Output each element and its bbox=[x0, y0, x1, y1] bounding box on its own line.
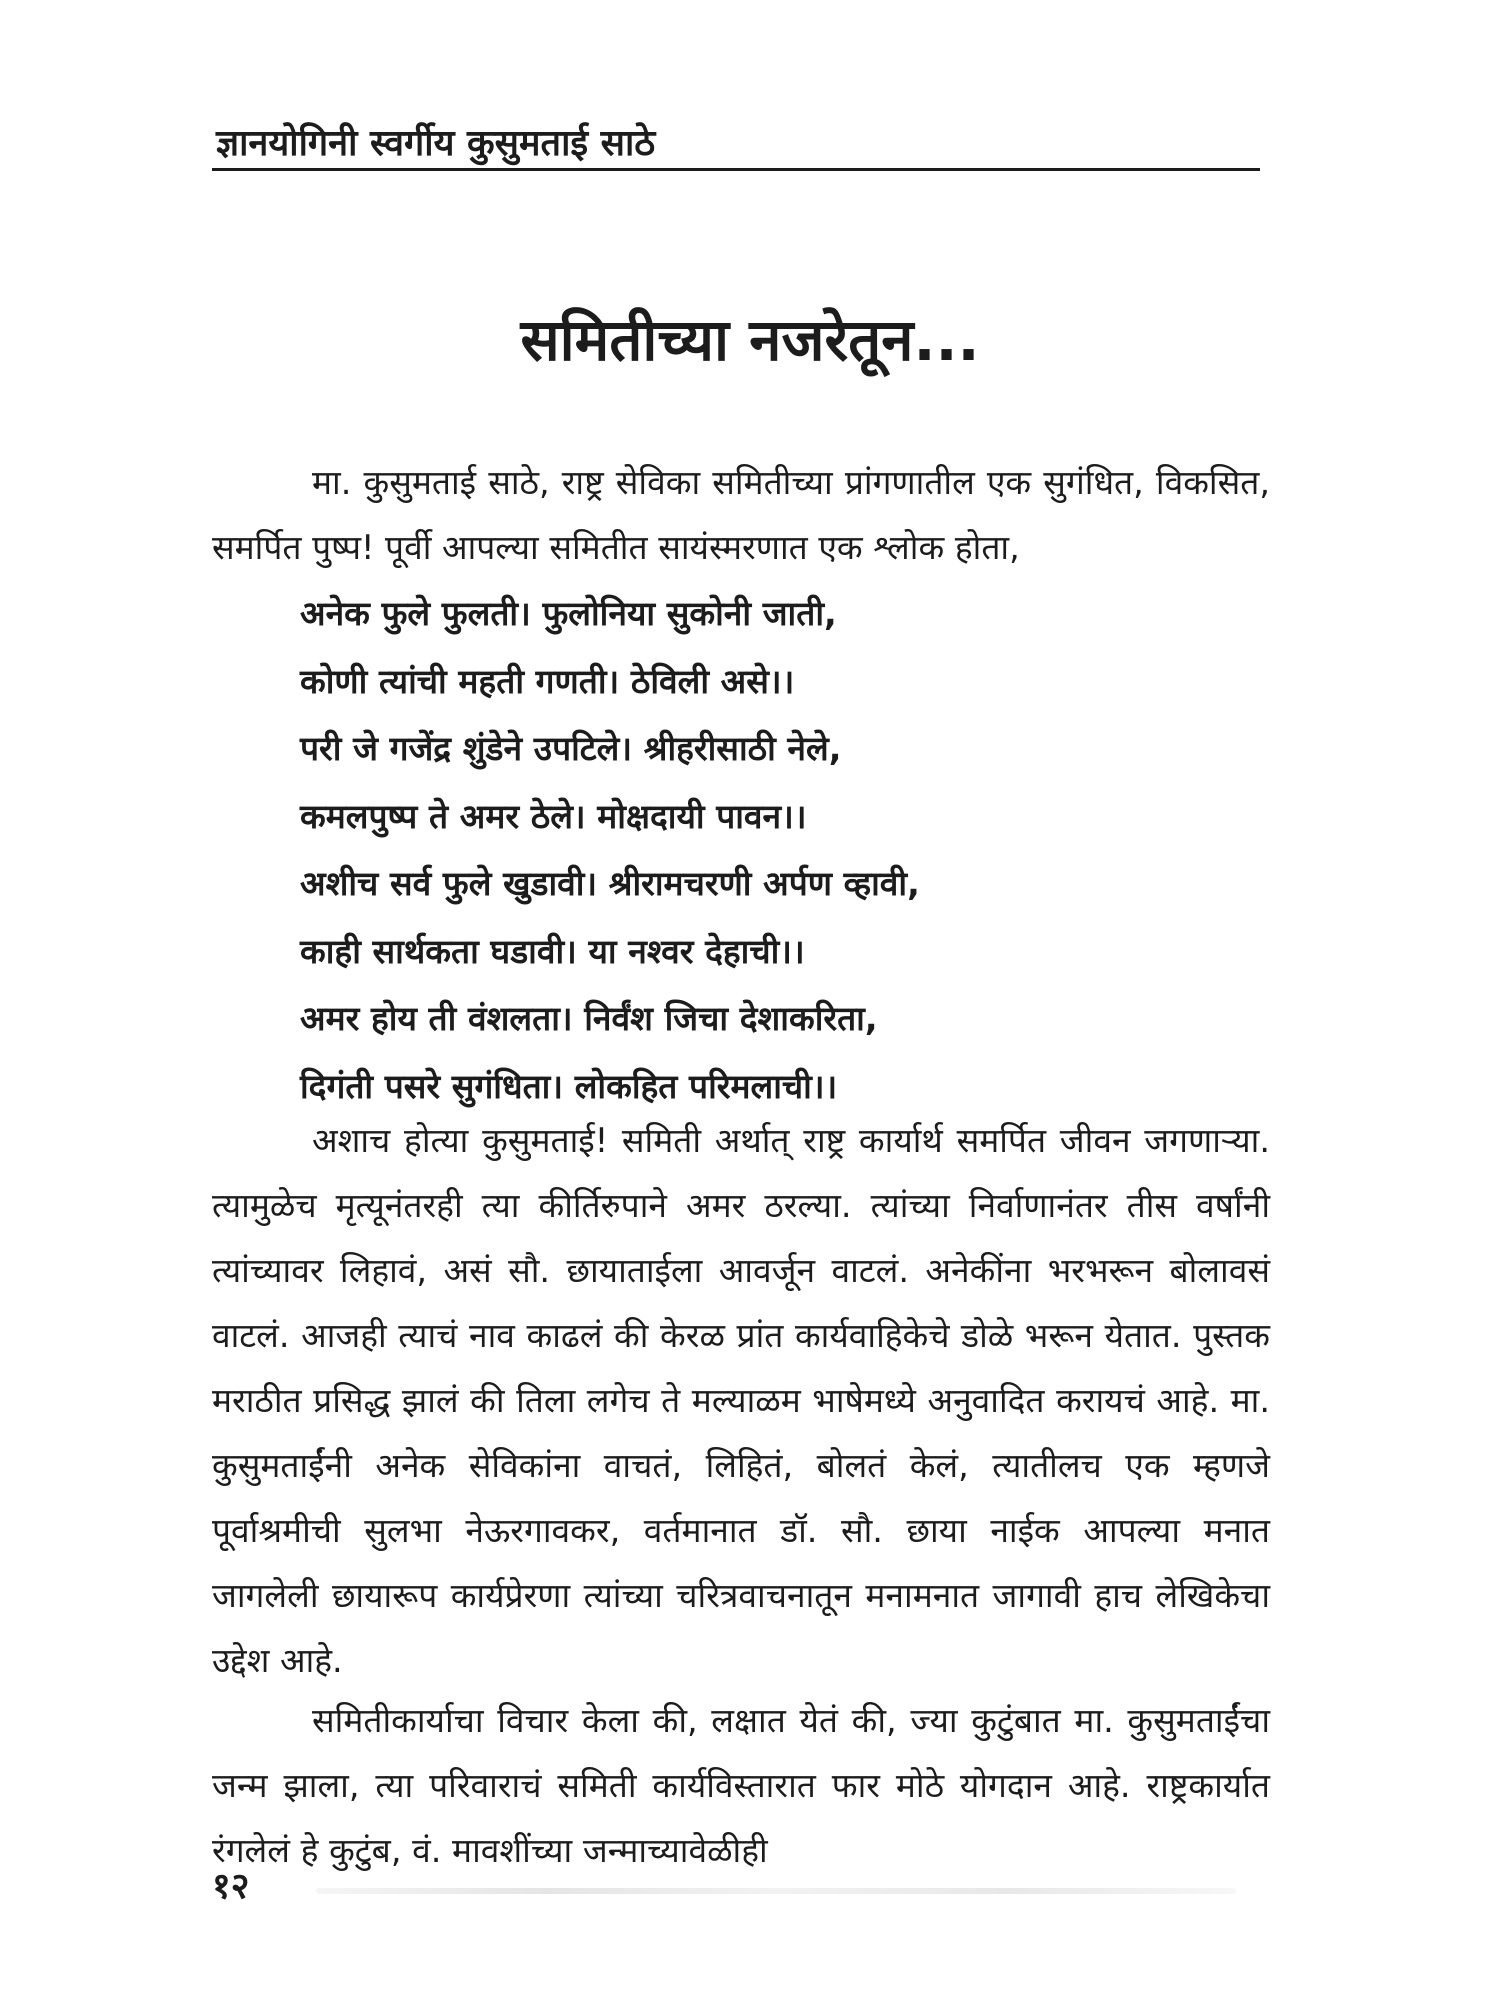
verse-line: परी जे गजेंद्र शुंडेने उपटिले। श्रीहरीसाठी नेले, bbox=[300, 729, 842, 768]
body-block-2 bbox=[212, 1688, 1270, 1883]
verse-block bbox=[300, 580, 920, 1120]
page-number: १२ bbox=[212, 1866, 250, 1907]
verse-line: काही सार्थकता घडावी। या नश्वर देहाची।। bbox=[300, 931, 805, 971]
body-paragraph: अशाच होत्या कुसुमताई! समिती अर्थात् राष्ट्र कार्यार्थ समर्पित जीवन जगणाऱ्या. त्यामुळेच मृत्यूनंतरही त्या कीर्तिरुपाने अमर ठरल्या. त्यांच्या निर्वाणानंतर तीस वर्षांनी त्यांच्यावर लिहावं, असं सौ. छायाताईला आवर्जून वाटलं. अनेकींना भरभरून बोलावसं वाटलं. आजही त्याचं नाव काढलं की केरळ प्रांत कार्यवाहिकेचे डोळे भरून येतात. पुस्तक मराठीत प्रसिद्ध झालं की तिला लगेच ते मल्याळम भाषेमध्ये अनुवादित करायचं आहे. मा. कुसुमताईंनी अनेक सेविकांना वाचतं, लिहितं, बोलतं केलं, त्यातीलच एक म्हणजे पूर्वाश्रमीची सुलभा नेऊरगावकर, वर्तमानात डॉ. सौ. छाया नाईक आपल्या मनात जागलेली छायारूप कार्यप्रेरणा त्यांच्या चरित्रवाचनातून मनामनात जागावी हाच लेखिकेचा उद्देश आहे. bbox=[212, 1121, 1270, 1680]
verse-line: कोणी त्यांची महती गणती। ठेविली असे।। bbox=[300, 661, 795, 701]
header-rule bbox=[212, 168, 1260, 171]
body-paragraph: समितीकार्याचा विचार केला की, लक्षात येतं की, ज्या कुटुंबात मा. कुसुमताईंचा जन्म झाला, त्या परिवाराचं समिती कार्यविस्तारात फार मोठे योगदान आहे. राष्ट्रकार्यात रंगलेलं हे कुटुंब, वं. मावशींच्या जन्माच्यावेळीही bbox=[212, 1701, 1270, 1870]
chapter-title: समितीच्या नजरेतून... bbox=[520, 306, 980, 374]
verse-line: कमलपुष्प ते अमर ठेले। मोक्षदायी पावन।। bbox=[300, 796, 807, 836]
verse-line: अनेक फुले फुलती। फुलोनिया सुकोनी जाती, bbox=[300, 594, 837, 633]
intro-block bbox=[212, 450, 1270, 580]
verse-line: अमर होय ती वंशलता। निर्वंश जिचा देशाकरिता, bbox=[300, 999, 878, 1038]
intro-paragraph: मा. कुसुमताई साठे, राष्ट्र सेविका समितीच्या प्रांगणातील एक सुगंधित, विकसित, समर्पित पुष्प! पूर्वी आपल्या समितीत सायंस्मरणात एक श्लोक होता, bbox=[212, 463, 1270, 567]
body-block-1 bbox=[212, 1108, 1270, 1693]
verse-line: दिगंती पसरे सुगंधिता। लोकहित परिमलाची।। bbox=[300, 1066, 838, 1106]
running-header: ज्ञानयोगिनी स्वर्गीय कुसुमताई साठे bbox=[216, 123, 656, 164]
footer-print-smudge bbox=[316, 1888, 1236, 1894]
verse-line: अशीच सर्व फुले खुडावी। श्रीरामचरणी अर्पण व्हावी, bbox=[300, 864, 920, 903]
